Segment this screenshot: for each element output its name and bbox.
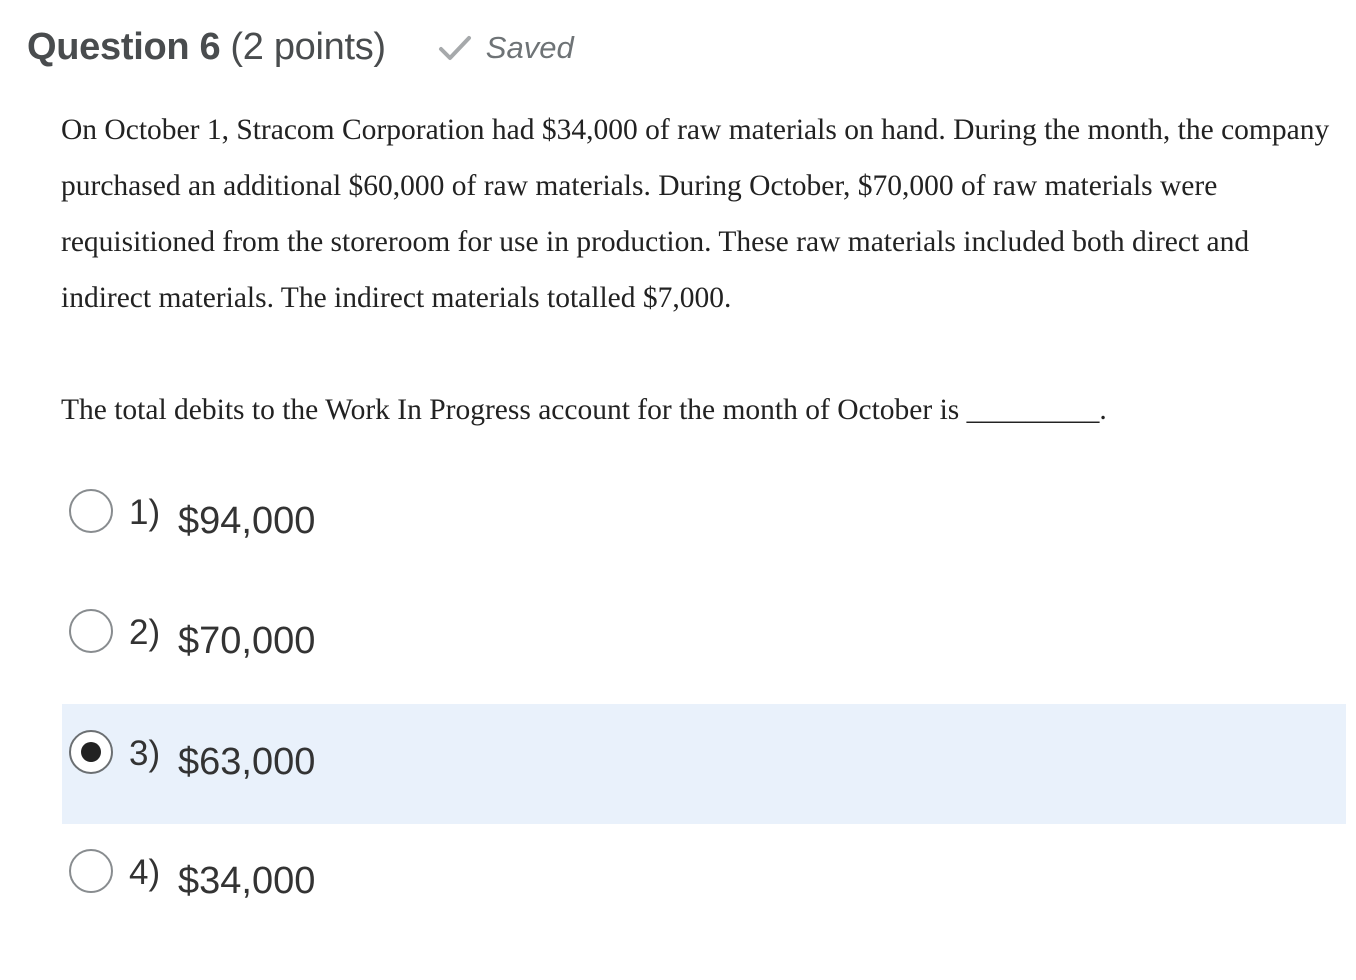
radio-button-4[interactable] xyxy=(69,849,113,893)
option-number: 1) xyxy=(129,493,161,532)
radio-button-3[interactable] xyxy=(69,730,113,774)
option-number: 2) xyxy=(129,613,161,652)
question-points: (2 points) xyxy=(230,26,386,68)
option-number: 4) xyxy=(129,853,161,892)
question-body xyxy=(61,102,1341,326)
answer-option-4[interactable] xyxy=(62,823,1346,943)
answer-option-3[interactable] xyxy=(62,704,1346,824)
radio-button-2[interactable] xyxy=(69,609,113,653)
radio-button-1[interactable] xyxy=(69,489,113,533)
option-value: $94,000 xyxy=(178,500,316,542)
option-value: $63,000 xyxy=(178,741,316,783)
question-text: On October 1, Stracom Corporation had $34,000 of raw materials on hand. During the month, the company purchased an additional $60,000 of raw materials. During October, $70,000 of raw materials were requisitioned from the storeroom for use in production. These raw materials included both direct and indirect materials. The indirect materials totalled $7,000. xyxy=(61,114,1330,314)
answer-option-1[interactable] xyxy=(62,463,1346,583)
option-number: 3) xyxy=(129,734,161,773)
option-value: $34,000 xyxy=(178,860,316,902)
check-icon xyxy=(438,34,472,62)
radio-selected-dot xyxy=(81,742,101,762)
question-prompt: The total debits to the Work In Progress account for the month of October is _________. xyxy=(61,394,1107,426)
question-title: Question 6 xyxy=(27,26,221,68)
answer-option-2[interactable] xyxy=(62,583,1346,703)
saved-label: Saved xyxy=(485,29,574,65)
question-header xyxy=(27,26,574,69)
saved-status xyxy=(438,30,574,66)
option-value: $70,000 xyxy=(178,620,316,662)
